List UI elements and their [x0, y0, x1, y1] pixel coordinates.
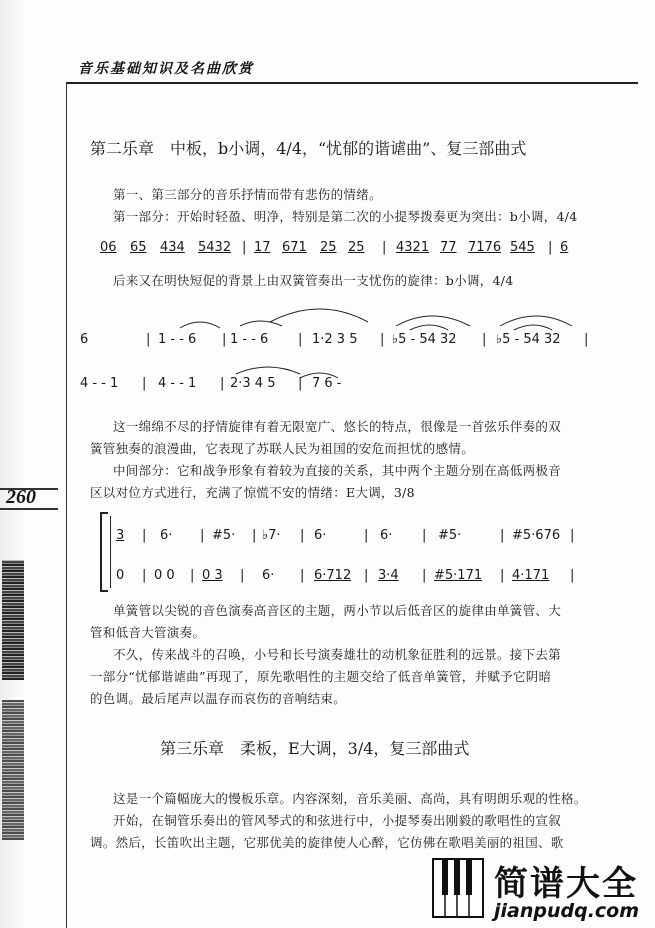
score-note: 25 [320, 240, 337, 255]
barline: | [548, 240, 553, 255]
score-note: 6·712 [314, 568, 352, 583]
score-note: #5· [438, 528, 462, 543]
barline: | [146, 332, 151, 347]
barline: | [422, 528, 427, 543]
score-note: 0 [116, 568, 125, 583]
score-note: 6· [262, 568, 275, 583]
score-note: #5·171 [434, 568, 483, 583]
paragraph: 簧管独奏的浪漫曲，它表现了苏联人民为祖国的安危而担忧的感情。 [90, 441, 475, 456]
barline: | [220, 376, 225, 391]
paragraph: 后来又在明快短促的背景上由双簧管奏出一支忧伤的旋律：b小调，4/4 [113, 273, 514, 288]
barline: | [242, 240, 247, 255]
score-note: 4321 [396, 240, 430, 255]
page-number-text: 260 [6, 486, 36, 508]
piano-logo-icon [432, 858, 484, 918]
score-note: 671 [282, 240, 307, 255]
paragraph: 调。然后，长笛吹出主题，它那优美的旋律使人心醉，它仿佛在歌唱美丽的祖国、歌 [90, 835, 564, 850]
barline: | [300, 528, 305, 543]
barline: | [240, 568, 245, 583]
paragraph: 管和低音大管演奏。 [90, 625, 206, 640]
paragraph: 第一部分：开始时轻盈、明净，特别是第二次的小提琴拨奏更为突出：b小调，4/4 [113, 209, 578, 224]
paragraph: 这一绵绵不尽的抒情旋律有着无限宽广、悠长的特点，很像是一首弦乐伴奏的双 [113, 419, 562, 434]
score-note: 6 [80, 332, 89, 347]
paragraph: 一部分“忧郁谐谑曲”再现了，原先歌唱性的主题交给了低音单簧管，并赋予它阴暗 [90, 669, 552, 684]
barline: | [584, 332, 589, 347]
score-note: 3·4 [378, 568, 399, 583]
score-note: 65 [130, 240, 147, 255]
running-header: 音乐基础知识及名曲欣赏 [78, 61, 254, 77]
paragraph: 中间部分：它和战争形象有着较为直接的关系，其中两个主题分别在高低两极音 [113, 463, 562, 478]
score-note: 17 [254, 240, 271, 255]
score-note: 4 - - 1 [158, 376, 197, 391]
paragraph: 不久，传来战斗的召唤，小号和长号演奏雄壮的动机象征胜利的远景。接下去第 [113, 647, 562, 662]
score-note: #5· [212, 528, 236, 543]
barline: | [422, 568, 427, 583]
score-note: 77 [440, 240, 457, 255]
score-note: 545 [510, 240, 535, 255]
watermark-url: jianpudq.com [494, 900, 640, 922]
watermark-title: 简谱大全 [494, 864, 638, 904]
score-note: 06 [100, 240, 117, 255]
score-note: 2·3 4 5 [230, 376, 276, 391]
score-note: 1 - - 6 [158, 332, 197, 347]
paragraph: 第一、第三部分的音乐抒情而带有悲伤的情绪。 [113, 187, 382, 202]
score-note: 0 0 [154, 568, 175, 583]
system-barline [110, 516, 111, 588]
barline: | [364, 568, 369, 583]
barline: | [482, 332, 487, 347]
score-note: #5·676 [512, 528, 561, 543]
barline: | [364, 528, 369, 543]
barline: | [570, 568, 575, 583]
paragraph: 这是一个篇幅庞大的慢板乐章。内容深刻，音乐美丽、高尚，具有明朗乐观的性格。 [113, 791, 587, 806]
barline: | [142, 568, 147, 583]
barline: | [200, 528, 205, 543]
section3-heading: 第三乐章 柔板，E大调，3/4，复三部曲式 [160, 739, 470, 758]
score-note: 434 [160, 240, 185, 255]
score-note: 25 [348, 240, 365, 255]
score-note: 6 [560, 240, 569, 255]
barline: | [500, 528, 505, 543]
score-note: ♭7· [262, 528, 281, 543]
score-note: 7 6 - [312, 376, 342, 391]
barline: | [382, 240, 387, 255]
barline: | [500, 568, 505, 583]
section2-heading: 第二乐章 中板，b小调，4/4，“忧郁的谐谑曲”、复三部曲式 [90, 139, 527, 158]
score-note: 3 [116, 528, 125, 543]
barline: | [142, 376, 147, 391]
paragraph: 区以对位方式进行，充满了惊慌不安的情绪：E大调，3/8 [90, 485, 415, 500]
barline: | [298, 376, 303, 391]
paragraph: 的色调。最后尾声以温存而哀伤的音响结束。 [90, 691, 347, 706]
score-note: 0 3 [202, 568, 223, 583]
score-note: 1 - - 6 [230, 332, 269, 347]
score-note: 1·2 3 5 [312, 332, 358, 347]
barline: | [298, 332, 303, 347]
score-note: 4·171 [512, 568, 550, 583]
barline: | [252, 528, 257, 543]
score-note: ♭5 - 54 32 [496, 332, 561, 347]
score-note: 6· [160, 528, 173, 543]
score-note: 6· [380, 528, 393, 543]
score-brace [100, 512, 108, 592]
barline: | [222, 332, 227, 347]
paragraph: 单簧管以尖锐的音色演奏高音区的主题，两小节以后低音区的旋律由单簧管、大 [113, 603, 562, 618]
barline: | [570, 528, 575, 543]
barline: | [142, 528, 147, 543]
score-note: ♭5 - 54 32 [392, 332, 457, 347]
score-note: 7176 [468, 240, 502, 255]
barline: | [380, 332, 385, 347]
score-note: 4 - - 1 [80, 376, 119, 391]
score-note: 6· [314, 528, 327, 543]
paragraph: 开始，在铜管乐奏出的管风琴式的和弦进行中，小提琴奏出刚毅的歌唱性的宣叙 [113, 813, 562, 828]
score-note: 5432 [198, 240, 232, 255]
barline: | [300, 568, 305, 583]
barline: | [190, 568, 195, 583]
